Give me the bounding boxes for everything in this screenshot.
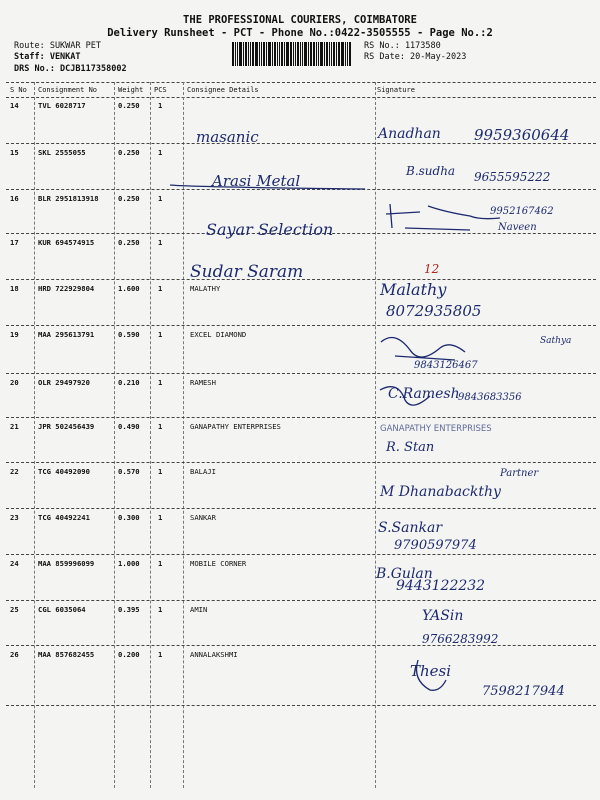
signature: Anadhan xyxy=(378,126,441,142)
cell-pcs: 1 xyxy=(158,467,163,476)
cell-sno: 15 xyxy=(10,148,19,157)
col-sno: S No xyxy=(10,86,27,94)
cell-weight: 0.250 xyxy=(118,101,140,110)
handwritten-consignee: Arasi Metal xyxy=(212,172,301,190)
signature: Thesi xyxy=(410,662,452,680)
cell-pcs: 1 xyxy=(158,284,163,293)
signature-stroke xyxy=(386,204,500,230)
cell-consignment: SKL 2555055 xyxy=(38,148,86,157)
signature-phone: 9959360644 xyxy=(474,126,570,144)
cell-weight: 0.570 xyxy=(118,467,140,476)
cell-consignment: TVL 6028717 xyxy=(38,101,86,110)
cell-pcs: 1 xyxy=(158,330,163,339)
signature-phone: 9952167462 xyxy=(490,206,554,217)
cell-weight: 0.200 xyxy=(118,650,140,659)
cell-consignment: OLR 29497920 xyxy=(38,378,90,387)
cell-sno: 23 xyxy=(10,513,19,522)
cell-consignment: TCG 40492090 xyxy=(38,467,90,476)
cell-consignee: SANKAR xyxy=(190,513,216,522)
handwritten-consignee: masanic xyxy=(196,128,259,146)
signature-phone: 9843126467 xyxy=(414,360,478,371)
cell-weight: 0.395 xyxy=(118,605,140,614)
signature-phone: 9443122232 xyxy=(396,578,486,594)
cell-pcs: 1 xyxy=(158,378,163,387)
signature-phone: 9843683356 xyxy=(458,392,522,403)
cell-consignee: BALAJI xyxy=(190,467,216,476)
signature: B.Gulan xyxy=(376,566,433,582)
cell-pcs: 1 xyxy=(158,148,163,157)
signature: S.Sankar xyxy=(378,520,443,536)
cell-weight: 0.300 xyxy=(118,513,140,522)
cell-pcs: 1 xyxy=(158,605,163,614)
cell-pcs: 1 xyxy=(158,559,163,568)
cell-sno: 25 xyxy=(10,605,19,614)
cell-consignee: ANNALAKSHMI xyxy=(190,650,238,659)
cell-weight: 1.000 xyxy=(118,559,140,568)
signature: B.sudha xyxy=(406,164,456,178)
company-stamp: GANAPATHY ENTERPRISES xyxy=(380,424,492,434)
signature: Partner xyxy=(500,468,539,479)
cell-sno: 24 xyxy=(10,559,19,568)
signature-stroke xyxy=(417,660,447,690)
runsheet-subtitle: Delivery Runsheet - PCT - Phone No.:0422-3505555 - Page No.:2 xyxy=(107,27,493,39)
cell-consignment: TCG 40492241 xyxy=(38,513,90,522)
cell-pcs: 1 xyxy=(158,650,163,659)
signature-phone: 9766283992 xyxy=(422,632,499,646)
cell-weight: 1.600 xyxy=(118,284,140,293)
signature: YASin xyxy=(422,608,464,624)
cell-consignment: JPR 502456439 xyxy=(38,422,95,431)
signature-phone: 9655595222 xyxy=(474,170,551,184)
signature-stroke xyxy=(380,387,430,405)
company-title: THE PROFESSIONAL COURIERS, COIMBATORE xyxy=(183,14,417,26)
cell-consignee: EXCEL DIAMOND xyxy=(190,330,247,339)
cell-pcs: 1 xyxy=(158,513,163,522)
cell-consignee: MALATHY xyxy=(190,284,221,293)
cell-weight: 0.490 xyxy=(118,422,140,431)
col-weight: Weight xyxy=(118,86,144,94)
cell-sno: 21 xyxy=(10,422,19,431)
signature: Naveen xyxy=(498,222,537,233)
signature-stroke xyxy=(381,338,465,361)
cell-sno: 26 xyxy=(10,650,19,659)
cell-consignee: AMIN xyxy=(190,605,208,614)
rs-no-label: RS No.: 1173580 xyxy=(364,41,441,51)
signature: R. Stan xyxy=(386,440,435,455)
staff-label: Staff: VENKAT xyxy=(14,52,81,62)
cell-consignment: MAA 295613791 xyxy=(38,330,95,339)
signature: Malathy xyxy=(380,280,447,299)
signature: M Dhanabackthy xyxy=(380,484,501,500)
cell-weight: 0.250 xyxy=(118,148,140,157)
handwritten-consignee: Sudar Saram xyxy=(190,262,304,282)
cell-consignment: CGL 6035064 xyxy=(38,605,86,614)
cell-pcs: 1 xyxy=(158,422,163,431)
cell-consignee: MOBILE CORNER xyxy=(190,559,247,568)
col-signature: Signature xyxy=(377,86,415,94)
rs-date-label: RS Date: 20-May-2023 xyxy=(364,52,467,62)
red-ink-mark: 12 xyxy=(424,262,440,276)
signature-phone: 7598217944 xyxy=(482,684,565,699)
route-label: Route: SUKWAR PET xyxy=(14,41,101,51)
cell-pcs: 1 xyxy=(158,238,163,247)
cell-sno: 14 xyxy=(10,101,19,110)
underline-stroke xyxy=(170,185,365,189)
cell-weight: 0.210 xyxy=(118,378,140,387)
signature-phone: 8072935805 xyxy=(386,302,482,320)
cell-sno: 22 xyxy=(10,467,19,476)
cell-consignment: MAA 857682455 xyxy=(38,650,95,659)
signature-phone: 9790597974 xyxy=(394,538,477,553)
cell-consignment: MAA 859996099 xyxy=(38,559,95,568)
cell-consignment: BLR 2951813918 xyxy=(38,194,99,203)
cell-sno: 20 xyxy=(10,378,19,387)
cell-pcs: 1 xyxy=(158,101,163,110)
cell-pcs: 1 xyxy=(158,194,163,203)
cell-consignment: KUR 694574915 xyxy=(38,238,95,247)
drs-label: DRS No.: DCJB117358002 xyxy=(14,64,127,74)
cell-sno: 19 xyxy=(10,330,19,339)
cell-sno: 17 xyxy=(10,238,19,247)
cell-sno: 16 xyxy=(10,194,19,203)
cell-weight: 0.250 xyxy=(118,194,140,203)
col-consignee: Consignee Details xyxy=(187,86,259,94)
cell-weight: 0.250 xyxy=(118,238,140,247)
cell-weight: 0.590 xyxy=(118,330,140,339)
signature: C.Ramesh xyxy=(388,386,460,402)
signature: Sathya xyxy=(540,336,572,346)
handwritten-consignee: Sayar Selection xyxy=(206,220,334,239)
cell-sno: 18 xyxy=(10,284,19,293)
cell-consignee: RAMESH xyxy=(190,378,216,387)
cell-consignee: GANAPATHY ENTERPRISES xyxy=(190,422,281,431)
col-pcs: PCS xyxy=(154,86,167,94)
cell-consignment: HRD 722929804 xyxy=(38,284,95,293)
col-consignment: Consignment No xyxy=(38,86,98,94)
